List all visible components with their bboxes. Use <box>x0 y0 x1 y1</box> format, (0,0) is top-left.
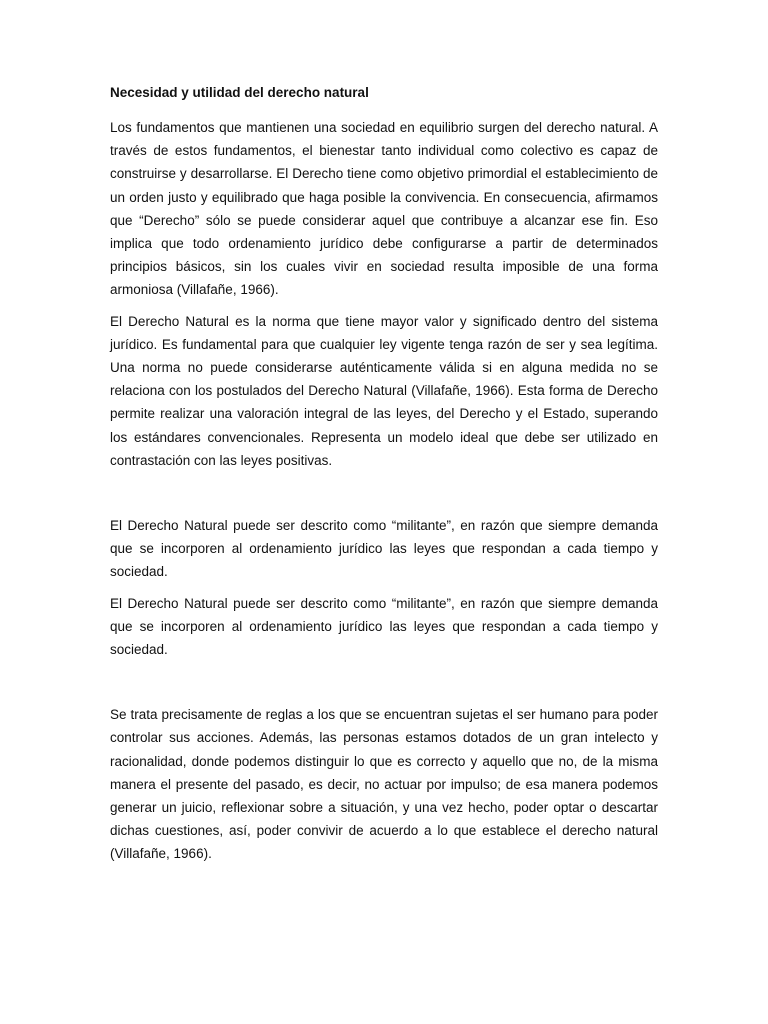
paragraph-fundamentos: Los fundamentos que mantienen una sociedad en equilibrio surgen del derecho natural. A través de estos fundamentos, el bienestar tanto individual como colectivo es capaz de construirse y desarrollarse. El Derecho tiene como objetivo primordial el establecimiento de un orden justo y equilibrado que haga posible la convivencia. En consecuencia, afirmamos que “Derecho” sólo se puede considerar aquel que contribuye a alcanzar ese fin. Eso implica que todo ordenamiento jurídico debe configurarse a partir de determinados principios básicos, sin los cuales vivir en sociedad resulta imposible de una forma armoniosa (Villafañe, 1966). <box>110 120 658 298</box>
paragraph-reglas: Se trata precisamente de reglas a los que se encuentran sujetas el ser humano para poder controlar sus acciones. Además, las personas estamos dotados de un gran intelecto y racionalidad, donde podemos distinguir lo que es correcto y aquello que no, de la misma manera el presente del pasado, es decir, no actuar por impulso; de esa manera podemos generar un juicio, reflexionar sobre a situación, y una vez hecho, poder optar o descartar dichas cuestiones, así, poder convivir de acuerdo a lo que establece el derecho natural (Villafañe, 1966). <box>110 707 658 862</box>
document-title: Necesidad y utilidad del derecho natural <box>110 85 369 100</box>
blank-space <box>110 480 658 514</box>
paragraph-militante-repeat: El Derecho Natural puede ser descrito como “militante”, en razón que siempre demanda que se incorporen al ordenamiento jurídico las leyes que respondan a cada tiempo y sociedad. <box>110 595 658 658</box>
paragraph-derecho-natural-norma: El Derecho Natural es la norma que tiene mayor valor y significado dentro del sistema jurídico. Es fundamental para que cualquier ley vigente tenga razón de ser y sea legítima. Una norma no puede considerarse auténticamente válida si en alguna medida no se relaciona con los postulados del Derecho Natural (Villafañe, 1966). Esta forma de Derecho permite realizar una valoración integral de las leyes, del Derecho y el Estado, superando los estándares convencionales. Representa un modelo ideal que debe ser utilizado en contrastación con las leyes positivas. <box>110 313 658 468</box>
blank-space <box>110 669 658 703</box>
paragraph-militante: El Derecho Natural puede ser descrito como “militante”, en razón que siempre demanda que se incorporen al ordenamiento jurídico las leyes que respondan a cada tiempo y sociedad. <box>110 518 658 580</box>
document-page <box>110 84 658 874</box>
